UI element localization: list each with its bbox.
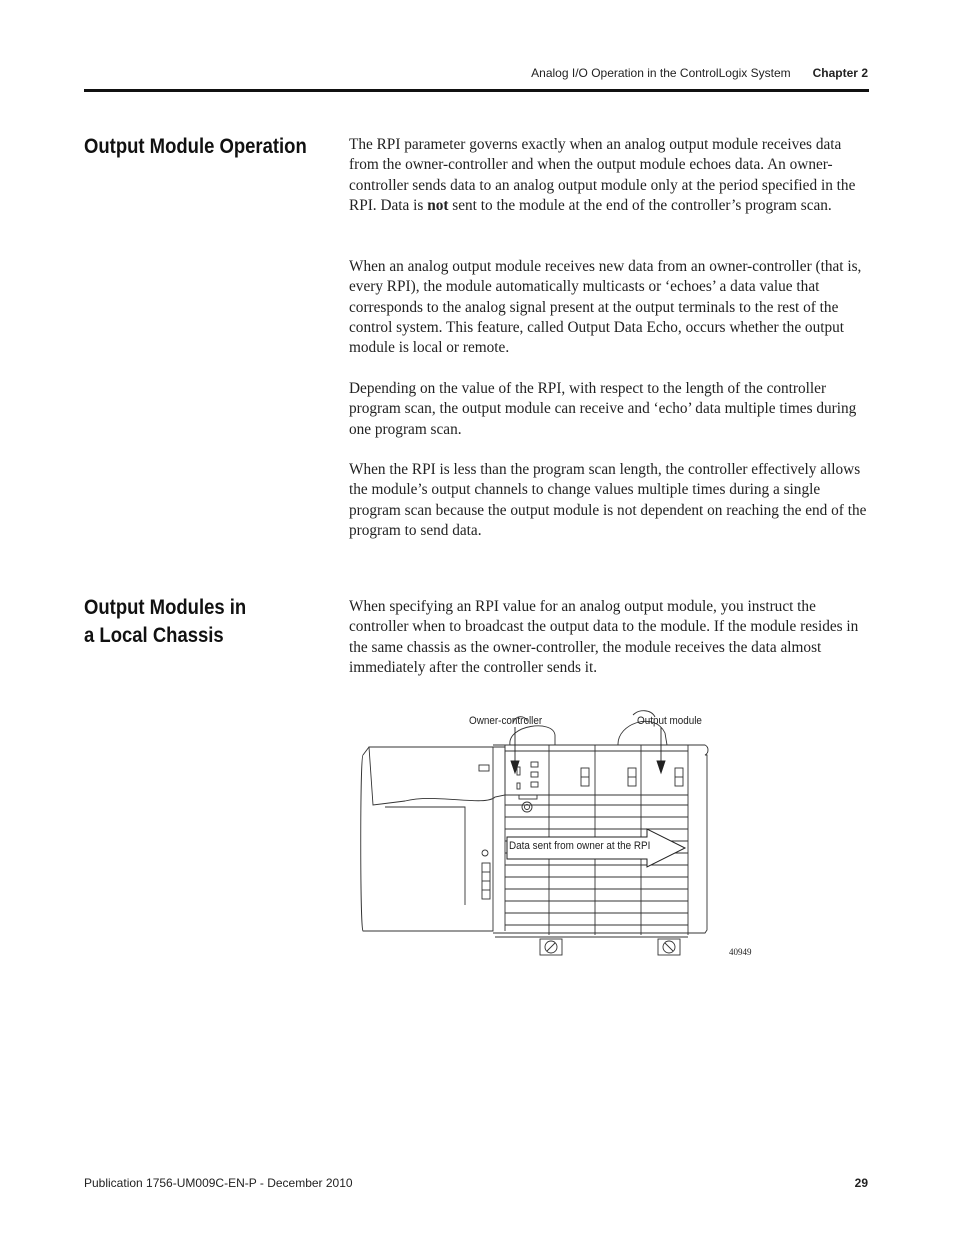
header-rule (84, 89, 869, 92)
paragraph-2: When an analog output module receives new data from an owner-controller (that is, every RPI), the module automatically multicasts or ‘echoes’ a data value that corresponds to the analog signal present at the output terminals to the rest of the control system. This feature, called Output Data Echo, occurs whether the output module is local or remote. (349, 258, 862, 357)
output-arrow (657, 727, 665, 773)
output-module-label: Output module (637, 715, 702, 727)
header-chapter: Chapter 2 (812, 66, 868, 80)
paragraph-1: The RPI parameter governs exactly when an analog output module receives data from the owner-controller and when the output module echoes data. An owner-controller sends data to an analog output module only at the period specified in the RPI. Data is not sent to the module at the end of the controller’s program scan. (349, 136, 856, 214)
heading-line-2: a Local Chassis (84, 624, 224, 647)
section-heading-output-modules-local-chassis (84, 594, 246, 650)
section-heading-output-module-operation: Output Module Operation (84, 135, 307, 158)
data-arrow-label: Data sent from owner at the RPI (509, 840, 651, 852)
paragraph-3: Depending on the value of the RPI, with respect to the length of the controller program scan, the output module can receive and ‘echo’ data multiple times during one program scan. (349, 380, 857, 438)
figure-id: 40949 (729, 947, 752, 957)
running-header (531, 66, 868, 80)
paragraph-4: When the RPI is less than the program scan length, the controller effectively allows the module’s output channels to change values multiple times during a single program scan because the output module is not dependent on reaching the end of the program to send data. (349, 461, 867, 539)
page-number: 29 (854, 1176, 868, 1190)
header-title: Analog I/O Operation in the ControlLogix System (531, 66, 791, 80)
chassis-figure (355, 705, 775, 965)
owner-controller-label: Owner-controller (469, 715, 543, 727)
heading-line-1: Output Modules in (84, 596, 247, 619)
chassis-drawing (355, 705, 775, 965)
footer-publication: Publication 1756-UM009C-EN-P - December 2010 (84, 1176, 353, 1190)
owner-arrow (511, 727, 519, 773)
paragraph-5: When specifying an RPI value for an analog output module, you instruct the controller when to broadcast the output data to the module. If the module resides in the same chassis as the owner-controller, the module receives the data almost immediately after the controller sends it. (349, 598, 859, 676)
